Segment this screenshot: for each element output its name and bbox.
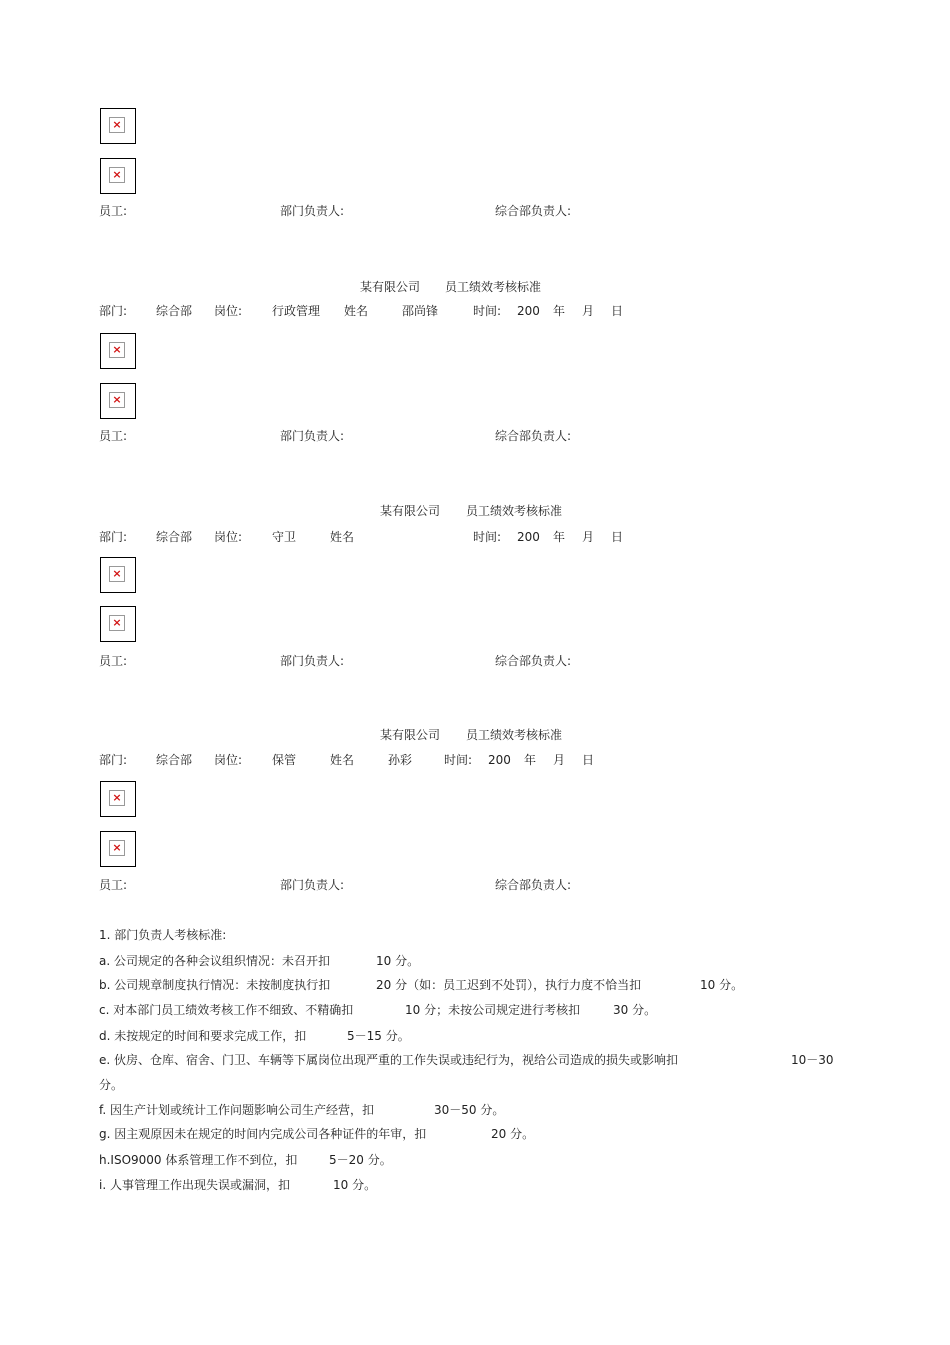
criteria-item-c-score: 30 分。 [613, 1003, 657, 1017]
broken-image-icon: × [109, 840, 125, 856]
broken-image-placeholder [100, 158, 136, 194]
signature-dept-head: 部门负责人: [280, 204, 345, 218]
signature-general-head: 综合部负责人: [495, 654, 572, 668]
criteria-item-a-score: 10 分。 [376, 954, 420, 968]
post-value: 守卫 [272, 530, 297, 544]
post-label: 岗位: [214, 530, 243, 544]
criteria-item-h-score: 5－20 分。 [329, 1153, 392, 1167]
dept-value: 综合部 [156, 530, 193, 544]
criteria-item-e-score: 10－30 [791, 1053, 834, 1067]
criteria-heading: 1. 部门负责人考核标准: [99, 928, 227, 942]
time-year-prefix: 200 [517, 530, 540, 544]
criteria-item-h: h.ISO9000 体系管理工作不到位，扣 [99, 1153, 298, 1167]
time-year-prefix: 200 [517, 304, 540, 318]
signature-general-head: 综合部负责人: [495, 878, 572, 892]
section-title-company: 某有限公司 [380, 504, 441, 518]
signature-general-head: 综合部负责人: [495, 204, 572, 218]
criteria-item-c: c. 对本部门员工绩效考核工作不细致、不精确扣 [99, 1003, 354, 1017]
criteria-item-b-score: 10 分。 [700, 978, 744, 992]
signature-dept-head: 部门负责人: [280, 654, 345, 668]
dept-value: 综合部 [156, 753, 193, 767]
name-label: 姓名 [330, 753, 355, 767]
broken-image-icon: × [109, 566, 125, 582]
post-label: 岗位: [214, 753, 243, 767]
criteria-item-i-score: 10 分。 [333, 1178, 377, 1192]
criteria-item-e-cont: 分。 [99, 1078, 124, 1092]
time-label: 时间: [444, 753, 473, 767]
signature-employee: 员工: [99, 878, 128, 892]
criteria-item-f-score: 30－50 分。 [434, 1103, 505, 1117]
name-label: 姓名 [330, 530, 355, 544]
name-value: 邵尚锋 [402, 304, 439, 318]
time-day: 日 [611, 304, 624, 318]
post-value: 保管 [272, 753, 297, 767]
time-month: 月 [553, 753, 566, 767]
time-month: 月 [582, 304, 595, 318]
dept-value: 综合部 [156, 304, 193, 318]
broken-image-placeholder [100, 108, 136, 144]
time-day: 日 [611, 530, 624, 544]
section-title-text: 员工绩效考核标准 [466, 504, 563, 518]
criteria-item-c-mid: 10 分；未按公司规定进行考核扣 [405, 1003, 581, 1017]
criteria-item-g-score: 20 分。 [491, 1127, 535, 1141]
signature-employee: 员工: [99, 654, 128, 668]
broken-image-placeholder [100, 831, 136, 867]
name-label: 姓名 [344, 304, 369, 318]
dept-label: 部门: [99, 530, 128, 544]
signature-employee: 员工: [99, 429, 128, 443]
signature-employee: 员工: [99, 204, 128, 218]
time-month: 月 [582, 530, 595, 544]
criteria-item-f: f. 因生产计划或统计工作问题影响公司生产经营，扣 [99, 1103, 374, 1117]
time-year: 年 [553, 304, 566, 318]
signature-general-head: 综合部负责人: [495, 429, 572, 443]
criteria-item-b: b. 公司规章制度执行情况：未按制度执行扣 [99, 978, 331, 992]
criteria-item-d-score: 5－15 分。 [347, 1029, 410, 1043]
criteria-item-b-mid: 20 分（如：员工迟到不处罚），执行力度不恰当扣 [376, 978, 642, 992]
criteria-item-a: a. 公司规定的各种会议组织情况：未召开扣 [99, 954, 330, 968]
time-day: 日 [582, 753, 595, 767]
time-year: 年 [553, 530, 566, 544]
criteria-item-i: i. 人事管理工作出现失误或漏洞，扣 [99, 1178, 290, 1192]
broken-image-placeholder [100, 606, 136, 642]
broken-image-icon: × [109, 392, 125, 408]
section-title-company: 某有限公司 [360, 280, 421, 294]
name-value: 孙彩 [388, 753, 413, 767]
signature-dept-head: 部门负责人: [280, 429, 345, 443]
post-label: 岗位: [214, 304, 243, 318]
broken-image-placeholder [100, 557, 136, 593]
time-label: 时间: [473, 530, 502, 544]
signature-dept-head: 部门负责人: [280, 878, 345, 892]
criteria-item-g: g. 因主观原因未在规定的时间内完成公司各种证件的年审，扣 [99, 1127, 427, 1141]
section-title-text: 员工绩效考核标准 [445, 280, 542, 294]
broken-image-icon: × [109, 342, 125, 358]
broken-image-icon: × [109, 615, 125, 631]
dept-label: 部门: [99, 304, 128, 318]
criteria-item-d: d. 未按规定的时间和要求完成工作，扣 [99, 1029, 307, 1043]
broken-image-placeholder [100, 333, 136, 369]
time-year: 年 [524, 753, 537, 767]
dept-label: 部门: [99, 753, 128, 767]
broken-image-icon: × [109, 167, 125, 183]
section-title-text: 员工绩效考核标准 [466, 728, 563, 742]
broken-image-placeholder [100, 781, 136, 817]
criteria-item-e: e. 伙房、仓库、宿舍、门卫、车辆等下属岗位出现严重的工作失误或违纪行为，视给公司造成的损失或影响扣 [99, 1053, 679, 1067]
broken-image-placeholder [100, 383, 136, 419]
time-label: 时间: [473, 304, 502, 318]
post-value: 行政管理 [272, 304, 321, 318]
broken-image-icon: × [109, 117, 125, 133]
time-year-prefix: 200 [488, 753, 511, 767]
broken-image-icon: × [109, 790, 125, 806]
section-title-company: 某有限公司 [380, 728, 441, 742]
